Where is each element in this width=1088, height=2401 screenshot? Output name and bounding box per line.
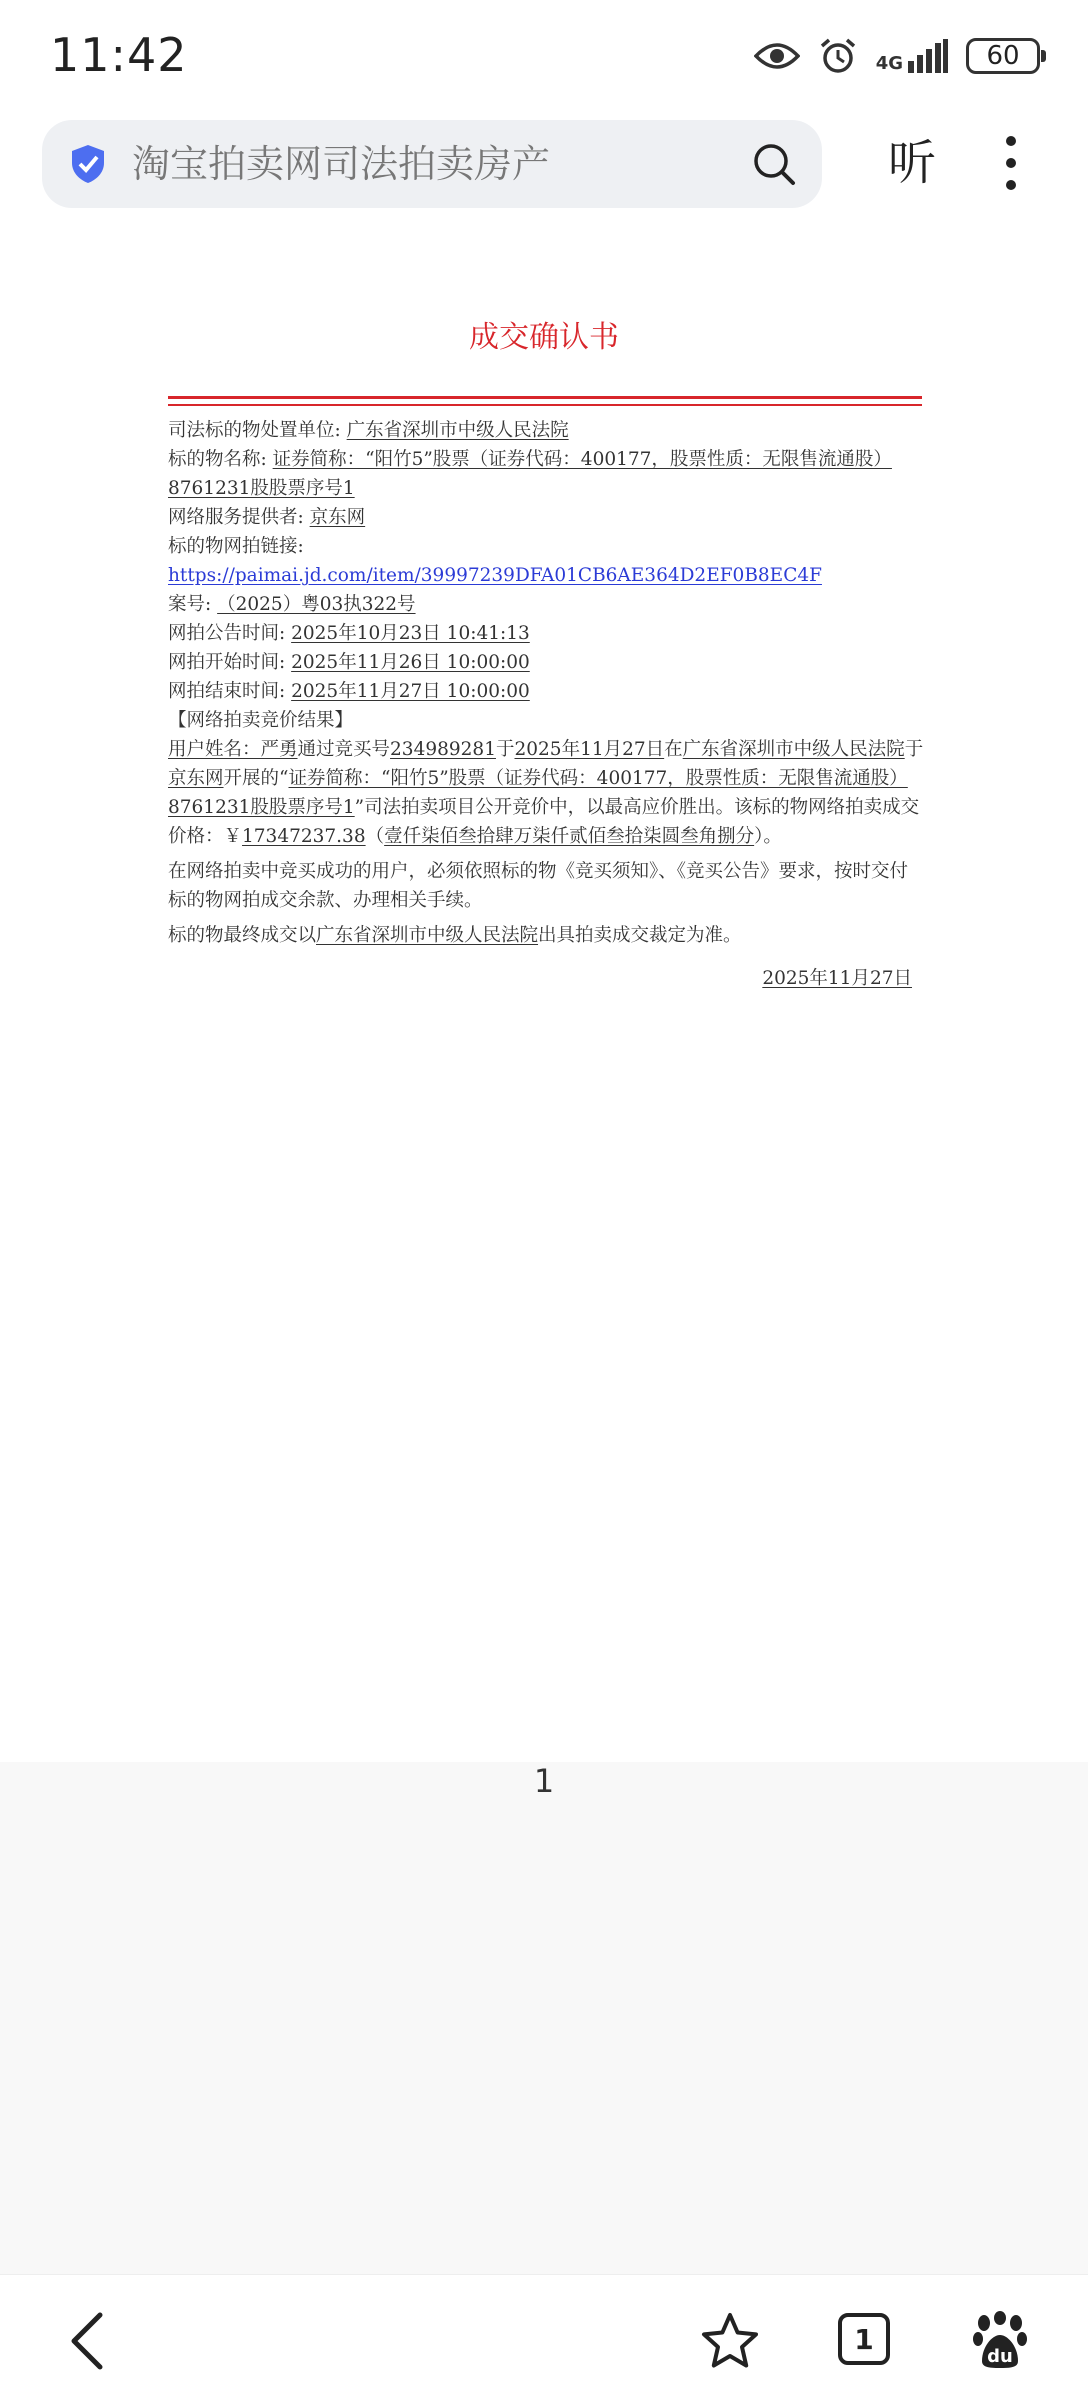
field-name: 标的物名称: 证券简称：“阳竹5”股票（证券代码：400177，股票性质：无限售流通股）8761231股股票序号1 bbox=[168, 449, 892, 499]
alarm-icon bbox=[818, 36, 858, 76]
status-icons bbox=[754, 30, 1040, 82]
page-separator-area bbox=[0, 1762, 1088, 2274]
search-bar[interactable] bbox=[42, 120, 822, 208]
field-unit: 司法标的物处置单位: 广东省深圳市中级人民法院 bbox=[168, 420, 569, 441]
page-number: 1 bbox=[533, 1762, 555, 1800]
status-time: 11:42 bbox=[50, 28, 188, 82]
field-announce-time: 网拍公告时间: 2025年10月23日 10:41:13 bbox=[168, 623, 530, 644]
battery-level: 60 bbox=[986, 41, 1020, 71]
baidu-paw-icon[interactable] bbox=[972, 2311, 1028, 2373]
back-icon[interactable] bbox=[66, 2311, 110, 2375]
tabs-button[interactable] bbox=[838, 2313, 890, 2365]
field-case: 案号: （2025）粤03执322号 bbox=[168, 594, 416, 615]
document-body bbox=[168, 416, 924, 993]
search-icon[interactable] bbox=[752, 142, 796, 190]
result-paragraph: 用户姓名：严勇通过竞买号234989281于2025年11月27日在广东省深圳市中级人民法院于京东网开展的“证券简称：“阳竹5”股票（证券代码：400177，股票性质：无限售流通股）8761231股股票序号1”司法拍卖项目公开竞价中，以最高应价胜出。该标的物网络拍卖成交价格：￥17347237.38（壹仟柒佰叁拾肆万柒仟贰佰叁拾柒圆叁角捌分）。 bbox=[168, 739, 924, 847]
field-link: 标的物网拍链接: https://paimai.jd.com/item/39997239DFA01CB6AE364D2EF0B8EC4F bbox=[168, 536, 822, 586]
signature-date: 2025年11月27日 bbox=[762, 968, 912, 989]
battery-icon bbox=[966, 38, 1040, 74]
star-bookmark-icon[interactable] bbox=[700, 2311, 760, 2375]
svg-text:du: du bbox=[987, 2346, 1013, 2367]
signal-icon: 4G bbox=[876, 39, 948, 73]
status-bar bbox=[0, 0, 1088, 110]
eye-icon bbox=[754, 40, 800, 72]
notice-paragraph: 在网络拍卖中竞买成功的用户，必须依照标的物《竞买须知》、《竞买公告》要求，按时交付标的物网拍成交余款、办理相关手续。 bbox=[168, 861, 909, 911]
field-end-time: 网拍结束时间: 2025年11月27日 10:00:00 bbox=[168, 681, 530, 702]
result-heading: 【网络拍卖竞价结果】 bbox=[168, 710, 354, 731]
listen-button[interactable]: 听 bbox=[887, 135, 936, 191]
document-page bbox=[0, 240, 1088, 1762]
field-provider: 网络服务提供者: 京东网 bbox=[168, 507, 366, 528]
tab-count: 1 bbox=[854, 2322, 874, 2356]
search-input[interactable]: 淘宝拍卖网司法拍卖房产 bbox=[132, 142, 551, 186]
title-rule bbox=[168, 396, 922, 399]
shield-icon bbox=[70, 144, 106, 188]
document-title: 成交确认书 bbox=[469, 320, 619, 355]
bottom-navigation bbox=[0, 2274, 1088, 2401]
title-rule bbox=[168, 404, 922, 406]
final-paragraph: 标的物最终成交以广东省深圳市中级人民法院出具拍卖成交裁定为准。 bbox=[168, 925, 742, 946]
more-options-icon[interactable] bbox=[996, 136, 1026, 196]
field-start-time: 网拍开始时间: 2025年11月26日 10:00:00 bbox=[168, 652, 530, 673]
auction-link[interactable]: https://paimai.jd.com/item/39997239DFA01CB6AE364D2EF0B8EC4F bbox=[168, 565, 822, 586]
